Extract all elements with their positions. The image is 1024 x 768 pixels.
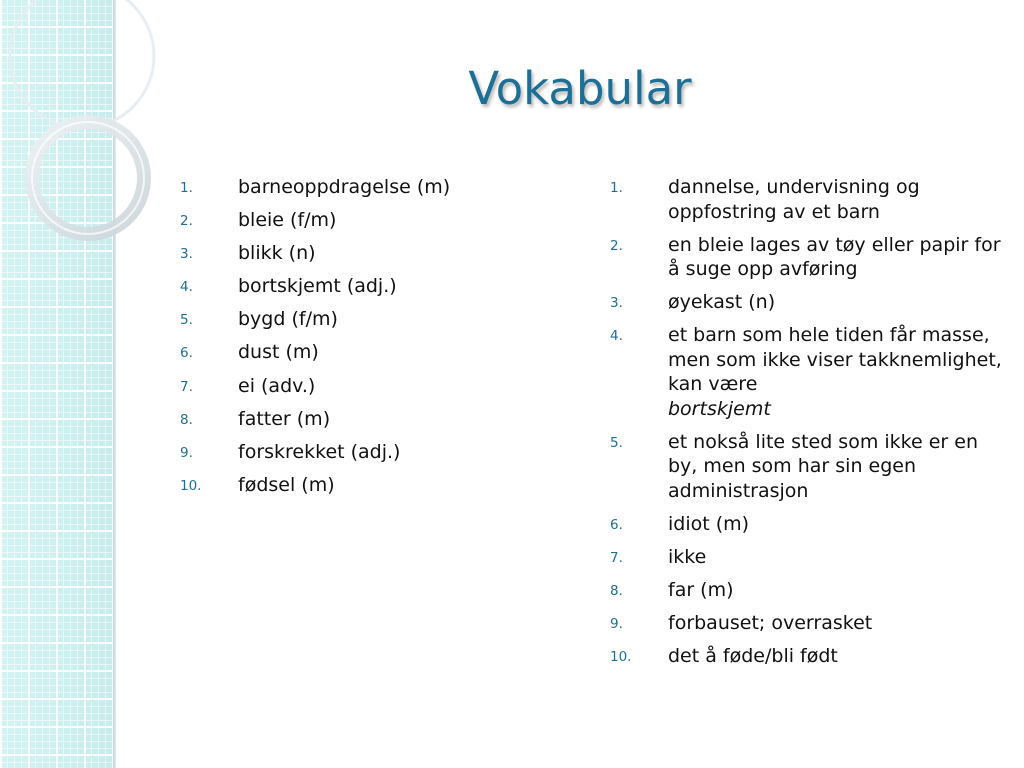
vocabulary-word-item	[180, 374, 568, 399]
vocabulary-definition-item	[610, 644, 1008, 669]
list-text: dust (m)	[238, 341, 319, 364]
vocabulary-definition-item	[610, 578, 1008, 603]
list-number: 3.	[180, 246, 193, 263]
list-text: bortskjemt (adj.)	[238, 275, 397, 298]
list-text: øyekast (n)	[668, 291, 776, 313]
list-number: 2.	[180, 213, 193, 230]
list-number: 9.	[180, 444, 193, 461]
list-text: idiot (m)	[668, 512, 750, 535]
list-text: det å føde/bli født	[668, 644, 838, 667]
list-number: 5.	[180, 312, 193, 329]
list-number: 9.	[610, 615, 623, 632]
list-number: 3.	[610, 295, 623, 311]
list-text: forskrekket (adj.)	[238, 440, 401, 463]
vocabulary-word-item	[180, 440, 568, 465]
vocabulary-definition-list	[610, 175, 1008, 677]
vocabulary-definition-item	[610, 233, 1008, 282]
vocabulary-definition-item	[610, 611, 1008, 636]
list-text: far (m)	[668, 578, 734, 601]
list-number: 7.	[180, 378, 193, 395]
list-text: fødsel (m)	[238, 473, 335, 496]
vocabulary-definition-item	[610, 430, 1008, 504]
vocabulary-word-item	[180, 407, 568, 432]
list-number: 4.	[180, 279, 193, 296]
list-number: 10.	[610, 648, 632, 665]
list-text: barneoppdragelse (m)	[238, 176, 451, 198]
vocabulary-word-item	[180, 208, 568, 233]
list-number: 7.	[610, 549, 623, 566]
vocabulary-word-item	[180, 175, 568, 200]
list-number: 8.	[610, 582, 623, 599]
list-text: ikke	[668, 545, 707, 568]
list-text: bleie (f/m)	[238, 209, 337, 232]
vocabulary-definition-item	[610, 512, 1008, 537]
vocabulary-word-item	[180, 340, 568, 365]
list-text: forbauset; overrasket	[668, 611, 873, 634]
list-number: 1.	[610, 180, 623, 196]
vocabulary-word-item	[180, 307, 568, 332]
deco-ring-large	[10, 0, 154, 128]
list-number: 4.	[610, 328, 623, 344]
list-text: dannelse, undervisning og oppfostring av et barn	[668, 176, 920, 223]
list-number: 2.	[610, 237, 623, 254]
vocabulary-definition-item	[610, 290, 1008, 315]
list-number: 10.	[180, 477, 202, 494]
list-text: ei (adv.)	[238, 374, 316, 397]
list-text: et barn som hele tiden får masse, men som ikke viser takknemlighet, kan være	[668, 324, 1002, 395]
list-text: blikk (n)	[238, 242, 316, 265]
vocabulary-definition-item	[610, 323, 1008, 421]
list-number: 6.	[610, 516, 623, 533]
italic-term: bortskjemt	[668, 397, 771, 420]
vocabulary-word-item	[180, 241, 568, 266]
vocabulary-word-item	[180, 473, 568, 498]
list-text: et nokså lite sted som ikke er en by, men som har sin egen administrasjon	[668, 430, 978, 502]
list-number: 6.	[180, 345, 193, 362]
list-number: 5.	[610, 434, 623, 451]
list-number: 1.	[180, 180, 193, 196]
list-text: fatter (m)	[238, 407, 331, 430]
vocabulary-word-list	[180, 175, 568, 506]
vocabulary-definition-item	[610, 545, 1008, 570]
vocabulary-definition-item	[610, 175, 1008, 224]
slide-title: Vokabular	[468, 62, 692, 115]
list-text: en bleie lages av tøy eller papir for å suge opp avføring	[668, 233, 1001, 280]
deco-ring-highlight	[32, 122, 144, 234]
vocabulary-word-item	[180, 274, 568, 299]
list-number: 8.	[180, 411, 193, 428]
list-text: bygd (f/m)	[238, 308, 338, 331]
